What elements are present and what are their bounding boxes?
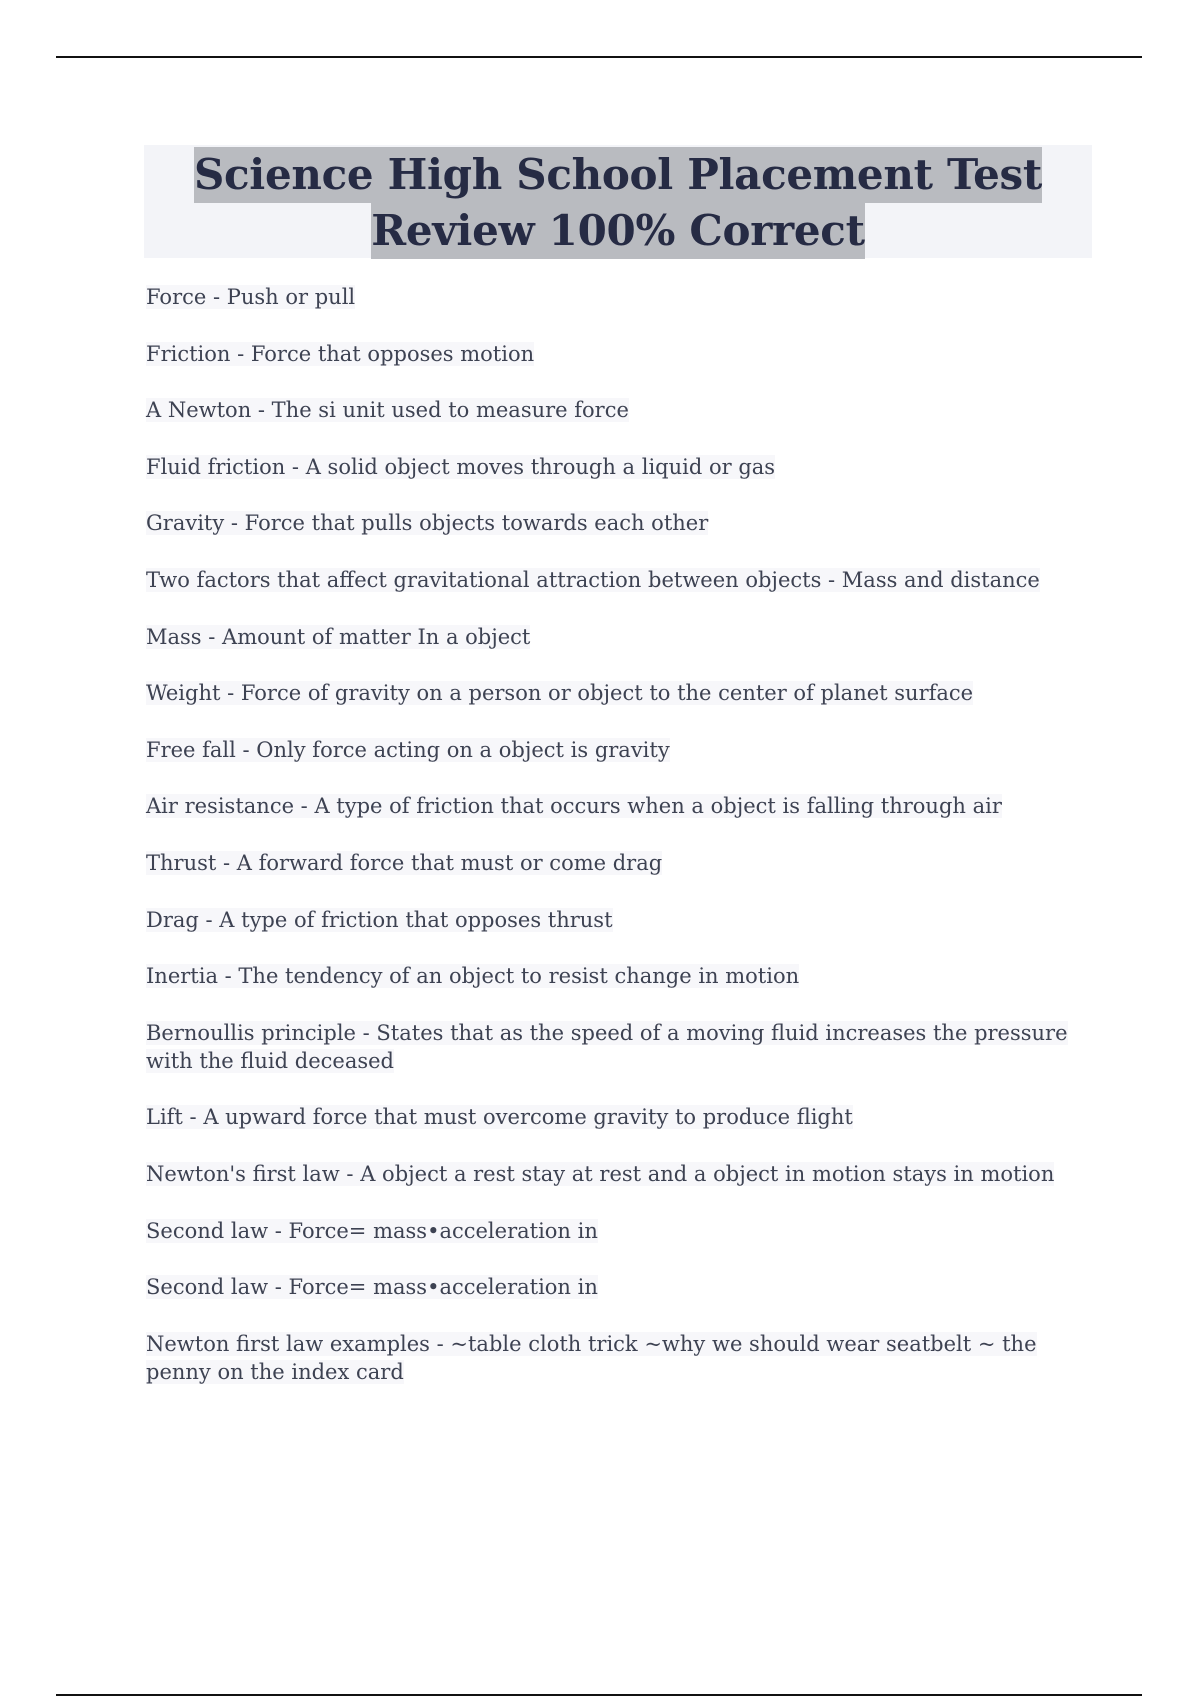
term-text: Drag - A type of friction that opposes thrust	[146, 907, 613, 932]
term-text: Gravity - Force that pulls objects towards each other	[146, 511, 709, 536]
list-item	[146, 1019, 1096, 1075]
term-text: Newton first law examples - ~table cloth trick ~why we should wear seatbelt ~ the penny on the index card	[146, 1331, 1037, 1384]
term-text: Force - Push or pull	[146, 285, 356, 309]
list-item	[146, 623, 1096, 651]
title-line-1: Science High School Placement Test	[194, 147, 1042, 203]
title-line-2: Review 100% Correct	[371, 203, 864, 259]
term-text: Thrust - A forward force that must or come drag	[146, 850, 663, 875]
list-item	[146, 1160, 1096, 1188]
list-item	[146, 396, 1096, 424]
list-item	[146, 283, 1096, 311]
list-item	[146, 906, 1096, 934]
term-text: Bernoullis principle - States that as the speed of a moving fluid increases the pressure with the fluid deceased	[146, 1020, 1068, 1073]
list-item	[146, 962, 1096, 990]
term-text: Newton's first law - A object a rest stay at rest and a object in motion stays in motion	[146, 1161, 1055, 1186]
list-item	[146, 566, 1096, 594]
list-item	[146, 1103, 1096, 1131]
term-text: Weight - Force of gravity on a person or object to the center of planet surface	[146, 681, 974, 706]
list-item	[146, 340, 1096, 368]
top-rule	[56, 56, 1142, 58]
term-text: A Newton - The si unit used to measure force	[146, 398, 629, 423]
term-text: Air resistance - A type of friction that occurs when a object is falling through air	[146, 794, 1002, 819]
list-item	[146, 1217, 1096, 1245]
term-text: Second law - Force= mass•acceleration in	[146, 1275, 598, 1300]
list-item	[146, 509, 1096, 537]
list-item	[146, 736, 1096, 764]
term-text: Inertia - The tendency of an object to resist change in motion	[146, 964, 800, 989]
list-item	[146, 679, 1096, 707]
bottom-rule	[56, 1694, 1142, 1696]
term-text: Friction - Force that opposes motion	[146, 341, 535, 366]
list-item	[146, 453, 1096, 481]
list-item	[146, 792, 1096, 820]
document-title	[144, 145, 1092, 258]
list-item	[146, 1330, 1096, 1386]
term-text: Lift - A upward force that must overcome gravity to produce flight	[146, 1105, 853, 1130]
list-item	[146, 1273, 1096, 1301]
term-text: Two factors that affect gravitational attraction between objects - Mass and distance	[146, 567, 1040, 592]
term-text: Second law - Force= mass•acceleration in	[146, 1218, 598, 1243]
term-text: Mass - Amount of matter In a object	[146, 624, 531, 649]
list-item	[146, 849, 1096, 877]
term-text: Fluid friction - A solid object moves through a liquid or gas	[146, 454, 776, 479]
term-list	[146, 283, 1096, 1414]
term-text: Free fall - Only force acting on a object is gravity	[146, 737, 670, 762]
